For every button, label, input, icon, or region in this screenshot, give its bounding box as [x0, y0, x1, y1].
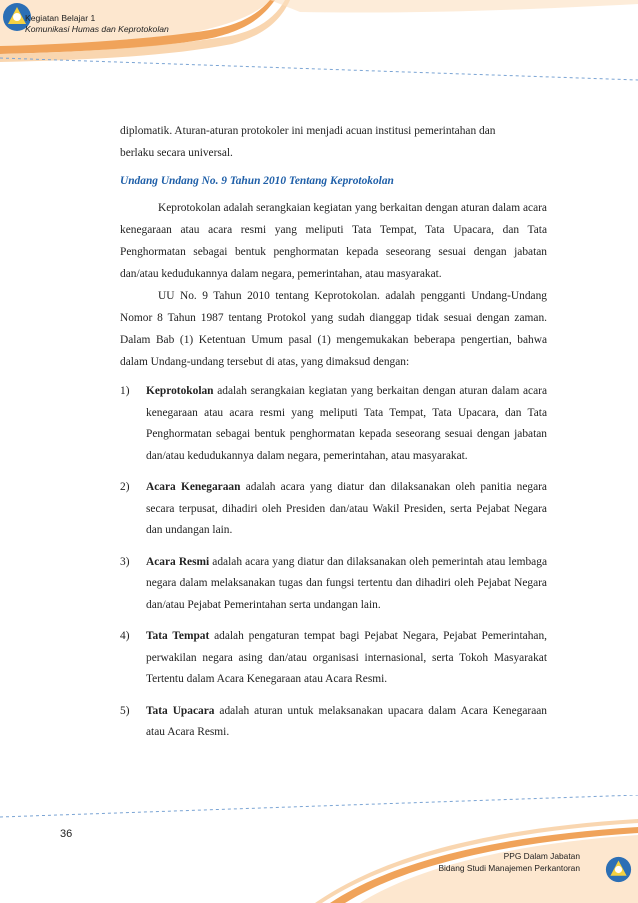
- list-number: 4): [120, 630, 130, 642]
- definition-list: [120, 381, 547, 744]
- definition-text: adalah acara yang diatur dan dilaksanakan oleh panitia negara secara terpusat, dihadiri oleh Presiden dan/atau Wakil Presiden, serta Pejabat Negara dan undangan lain.: [146, 481, 547, 536]
- list-item: [120, 552, 547, 617]
- header-line-1: Kegiatan Belajar 1: [25, 13, 96, 23]
- footer-title: [438, 850, 580, 874]
- footer-line-2: Bidang Studi Manajemen Perkantoran: [438, 863, 580, 873]
- intro-line-2: berlaku secara universal.: [120, 147, 233, 159]
- definition-term: Acara Kenegaraan: [146, 481, 241, 493]
- list-item: [120, 477, 547, 542]
- page-number: 36: [60, 828, 73, 840]
- definition-term: Acara Resmi: [146, 555, 210, 568]
- section-title: Undang Undang No. 9 Tahun 2010 Tentang Keprotokolan: [120, 175, 394, 187]
- tut-wuri-handayani-logo: [605, 856, 632, 883]
- intro-line-1: diplomatik. Aturan-aturan protokoler ini menjadi acuan institusi pemerintahan dan: [120, 125, 496, 137]
- definition-text: adalah serangkaian kegiatan yang berkaitan dengan aturan dalam acara kenegaraan atau acara resmi yang meliputi Tata Tempat, Tata Upacara, dan Tata Penghormatan sebagai bentuk penghormatan kepada seseorang sesuai dengan jabatan dan/atau kedudukannya dalam negara, pemerintahan, atau masyarakat.: [146, 385, 547, 462]
- footer-decoration: [0, 795, 638, 903]
- paragraph-1: Keprotokolan adalah serangkaian kegiatan yang berkaitan dengan aturan dalam acara kenegaraan atau acara resmi yang meliputi Tata Tempat, Tata Upacara, dan Tata Penghormatan sebagai bentuk penghormatan kepada seseorang sesuai dengan jabatan dan/atau kedudukannya dalam negara, pemerintahan, atau masyarakat.: [120, 202, 547, 280]
- definition-text: adalah aturan untuk melaksanakan upacara dalam Acara Kenegaraan atau Acara Resmi.: [146, 704, 548, 738]
- page-body: [120, 120, 547, 754]
- list-item: [120, 381, 547, 467]
- header-line-2: Komunikasi Humas dan Keprotokolan: [25, 24, 169, 34]
- paragraph-2: UU No. 9 Tahun 2010 tentang Keprotokolan. adalah pengganti Undang-Undang Nomor 8 Tahun 1987 tentang Protokol yang sudah dianggap tidak sesuai dengan zaman. Dalam Bab (1) Ketentuan Umum pasal (1) mengemukakan beberapa pengertian, bahwa dalam Undang-undang tersebut di atas, yang dimaksud dengan:: [120, 290, 547, 368]
- list-number: 1): [120, 385, 130, 397]
- list-number: 3): [120, 555, 130, 568]
- definition-text: adalah acara yang diatur dan dilaksanakan oleh pemerintah atau lembaga negara dalam melaksanakan tugas dan fungsi tertentu dan dihadiri oleh Pejabat Negara dan/atau Pejabat Pemerintahan serta undangan lain.: [146, 555, 547, 611]
- definition-term: Keprotokolan: [146, 385, 214, 397]
- footer-line-1: PPG Dalam Jabatan: [503, 851, 580, 861]
- list-item: [120, 626, 547, 691]
- list-number: 5): [120, 704, 130, 717]
- definition-text: adalah pengaturan tempat bagi Pejabat Negara, Pejabat Pemerintahan, perwakilan negara asing dan/atau organisasi internasional, serta Tokoh Masyarakat Tertentu dalam Acara Kenegaraan atau Acara Resmi.: [146, 630, 547, 685]
- header-title: [25, 13, 169, 35]
- list-item: [120, 701, 547, 744]
- list-number: 2): [120, 481, 130, 493]
- definition-term: Tata Upacara: [146, 704, 215, 717]
- definition-term: Tata Tempat: [146, 630, 210, 642]
